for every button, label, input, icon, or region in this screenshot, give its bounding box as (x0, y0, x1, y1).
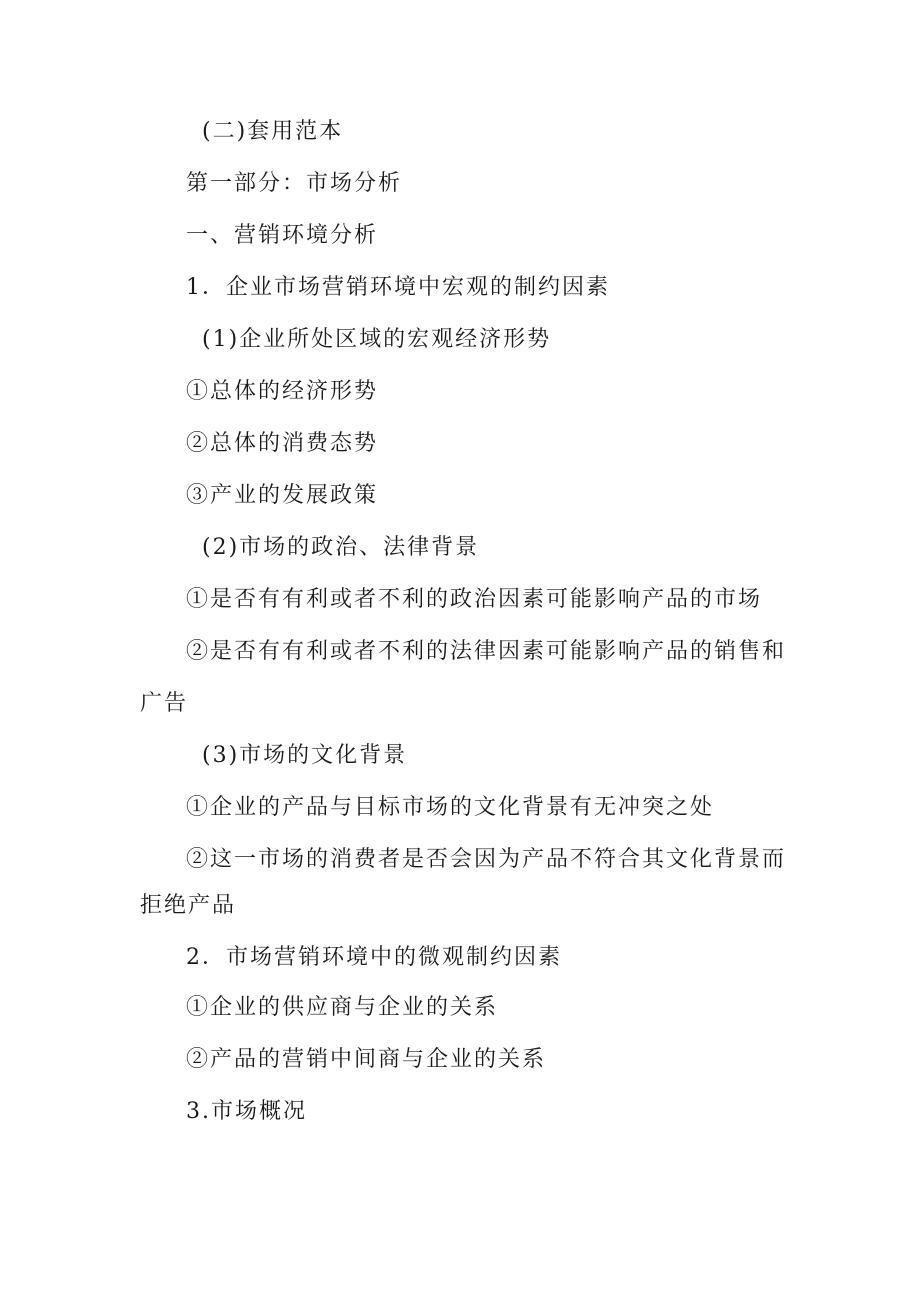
point-consumer-rejection: ②这一市场的消费者是否会因为产品不符合其文化背景而 (186, 847, 787, 872)
point-industry-policy: ③产业的发展政策 (186, 483, 379, 508)
point-consumption-trend: ②总体的消费态势 (186, 431, 379, 456)
subitem-2-politics-law: (2)市场的政治、法律背景 (202, 535, 480, 560)
point-suppliers: ①企业的供应商与企业的关系 (186, 995, 499, 1020)
point-political-factors: ①是否有有利或者不利的政治因素可能影响产品的市场 (186, 587, 763, 612)
point-cultural-conflict: ①企业的产品与目标市场的文化背景有无冲突之处 (186, 795, 715, 820)
point-legal-factors-continued: 广告 (140, 691, 189, 716)
point-intermediaries: ②产品的营销中间商与企业的关系 (186, 1047, 547, 1072)
part-heading-market-analysis: 第一部分：市场分析 (186, 171, 403, 196)
point-legal-factors: ②是否有有利或者不利的法律因素可能影响产品的销售和 (186, 639, 787, 664)
section-heading-template: (二)套用范本 (202, 119, 344, 144)
item-1-macro-factors: 1．企业市场营销环境中宏观的制约因素 (186, 275, 610, 300)
subitem-1-economy: (1)企业所处区域的宏观经济形势 (202, 327, 552, 352)
heading-marketing-environment: 一、营销环境分析 (186, 223, 379, 248)
subitem-3-culture: (3)市场的文化背景 (202, 743, 408, 768)
point-consumer-rejection-continued: 拒绝产品 (140, 893, 237, 918)
item-3-market-overview: 3.市场概况 (186, 1099, 307, 1124)
point-overall-economy: ①总体的经济形势 (186, 379, 379, 404)
item-2-micro-factors: 2．市场营销环境中的微观制约因素 (186, 945, 562, 970)
